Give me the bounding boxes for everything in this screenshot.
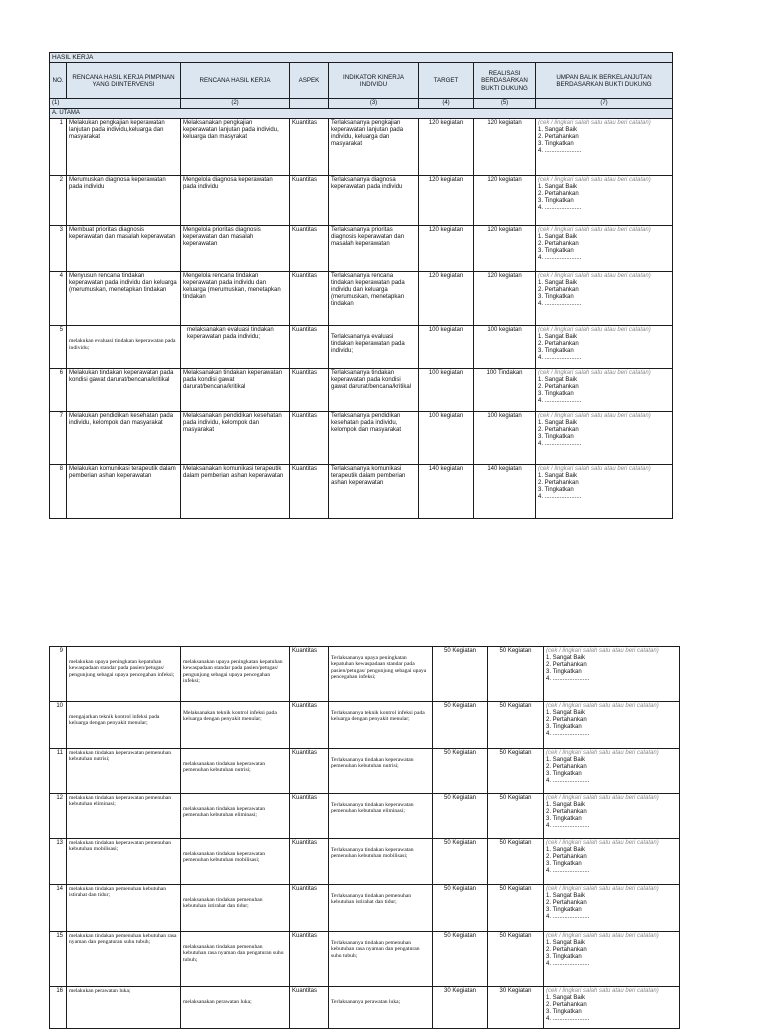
feedback-cell[interactable] xyxy=(536,226,673,272)
feedback-instruction: (cek / lingkari salah satu atau beri catatan) xyxy=(546,648,659,654)
table-row xyxy=(50,839,680,885)
row-indikator: Terlaksananya tindakan keperawatan pemenuhan kebutuhan nutrisi; xyxy=(329,749,433,794)
row-aspek: Kuantitas xyxy=(290,749,329,794)
header-umpan-balik: UMPAN BALIK BERKELANJUTAN BERDASARKAN BUKTI DUKUNG xyxy=(536,63,673,99)
feedback-option-pertahankan[interactable]: 2. Pertahankan xyxy=(546,716,587,723)
feedback-option-pertahankan[interactable]: 2. Pertahankan xyxy=(538,480,579,487)
table-row xyxy=(50,326,673,369)
table-row xyxy=(50,987,680,1029)
feedback-option-tingkatkan[interactable]: 3. Tingkatkan xyxy=(538,486,574,493)
row-realisasi: 50 Kegiatan xyxy=(488,839,544,885)
row-pimpinan: melakukan perawatan luka; xyxy=(67,987,181,1029)
feedback-option-catatan[interactable]: 4. ...................... xyxy=(538,354,582,361)
colnum-2: (2) xyxy=(181,99,290,109)
row-realisasi: 100 kegiatan xyxy=(474,412,536,465)
feedback-cell[interactable] xyxy=(544,794,680,839)
row-realisasi: 100 Tindakan xyxy=(474,369,536,412)
row-realisasi: 50 Kegiatan xyxy=(488,885,544,932)
feedback-cell[interactable] xyxy=(536,369,673,412)
row-pimpinan: melakukan tindakan keperawatan pemenuhan kebutuhan mobilisasi; xyxy=(67,839,181,885)
feedback-option-sangat-baik[interactable]: 1. Sangat Baik xyxy=(546,801,586,808)
feedback-option-sangat-baik[interactable]: 1. Sangat Baik xyxy=(546,939,586,946)
row-indikator: Terlaksananya pendidikan kesehatan pada individu, kelompok dan masyarakat xyxy=(329,412,419,465)
colnum-7: (7) xyxy=(536,99,673,109)
row-rencana: melaksanakan tindakan pemenuhan kebutuhan rasa nyaman dan pengaturan suhu tubuh; xyxy=(181,932,290,987)
row-rencana: Mengelola prioritas diagnosis keperawatan dan masalah keperawatan xyxy=(181,226,290,272)
feedback-option-tingkatkan[interactable]: 3. Tingkatkan xyxy=(546,723,582,730)
row-indikator: Terlaksananya tindakan keperawatan pada kondisi gawat darurat/bencana/kritikal xyxy=(329,369,419,412)
row-no: 12 xyxy=(50,794,67,839)
feedback-option-catatan[interactable]: 4. ...................... xyxy=(538,204,582,211)
feedback-option-catatan[interactable]: 4. ...................... xyxy=(546,913,590,920)
row-pimpinan: melakukan tindakan keperawatan pemenuhan kebutuhan nutrisi; xyxy=(67,749,181,794)
feedback-cell[interactable] xyxy=(536,465,673,519)
feedback-cell[interactable] xyxy=(536,326,673,369)
row-pimpinan: melakukan tindakan pemenuhan kebutuhan rasa nyaman dan pengaturan suhu tubuh; xyxy=(67,932,181,987)
feedback-option-tingkatkan[interactable]: 3. Tingkatkan xyxy=(538,197,574,204)
feedback-option-catatan[interactable]: 4. ...................... xyxy=(538,147,582,154)
feedback-option-pertahankan[interactable]: 2. Pertahankan xyxy=(538,191,579,198)
row-rencana: Melaksanakan teknik kontrol infeksi pada keluarga dengan penyakit menular; xyxy=(181,702,290,749)
row-realisasi: 100 kegiatan xyxy=(474,326,536,369)
feedback-option-sangat-baik[interactable]: 1. Sangat Baik xyxy=(546,756,586,763)
row-realisasi: 30 Kegiatan xyxy=(488,987,544,1029)
table-row xyxy=(50,176,673,226)
feedback-option-catatan[interactable]: 4. ...................... xyxy=(546,960,590,967)
row-indikator: Terlaksananya tindakan pemenuhan kebutuhan istirahat dan tidur; xyxy=(329,885,433,932)
feedback-option-tingkatkan[interactable]: 3. Tingkatkan xyxy=(546,1008,582,1015)
table-row xyxy=(50,794,680,839)
feedback-option-tingkatkan[interactable]: 3. Tingkatkan xyxy=(546,860,582,867)
row-target: 50 Kegiatan xyxy=(433,885,488,932)
feedback-cell[interactable] xyxy=(544,885,680,932)
row-target: 120 kegiatan xyxy=(419,226,474,272)
feedback-option-tingkatkan[interactable]: 3. Tingkatkan xyxy=(538,247,574,254)
row-target: 50 Kegiatan xyxy=(433,932,488,987)
row-target: 140 kegiatan xyxy=(419,465,474,519)
row-indikator: Terlaksananya perawatan luka; xyxy=(329,987,433,1029)
row-no: 8 xyxy=(50,465,67,519)
feedback-option-pertahankan[interactable]: 2. Pertahankan xyxy=(538,241,579,248)
row-pimpinan: Melakukan pengkajian keperawatan lanjutan pada individu,keluarga dan masyarakat xyxy=(67,119,181,176)
row-indikator: Terlaksananya tindakan keperawatan pemenuhan kebutuhan eliminasi; xyxy=(329,794,433,839)
row-indikator: Terlaksananya upaya peningkatan kepatuhan kewaspadaan standar pada pasien/petugas/ pengunjung sebagai upaya pencegahan infeksi; xyxy=(329,647,433,702)
row-pimpinan: Melakukan tindakan keperawatan pada kondisi gawat darurat/bencana/kritikal xyxy=(67,369,181,412)
feedback-option-tingkatkan[interactable]: 3. Tingkatkan xyxy=(538,390,574,397)
row-aspek: Kuantitas xyxy=(290,369,329,412)
feedback-option-tingkatkan[interactable]: 3. Tingkatkan xyxy=(546,906,582,913)
colnum-3: (3) xyxy=(329,99,419,109)
row-rencana: melaksanakan tindakan keperawatan pemenuhan kebutuhan mobilisasi; xyxy=(181,839,290,885)
table-row xyxy=(50,932,680,987)
row-target: 30 Kegiatan xyxy=(433,987,488,1029)
row-realisasi: 50 Kegiatan xyxy=(488,932,544,987)
row-target: 100 kegiatan xyxy=(419,369,474,412)
row-indikator: Terlaksananya komunikasi terapeutik dalam pemberian ashan keperawatan xyxy=(329,465,419,519)
row-rencana: melaksanakan evaluasi tindakan keperawatan pada individu; xyxy=(181,326,290,369)
row-pimpinan: Membuat prioritas diagnosis keperawatan dan masalah keperawatan xyxy=(67,226,181,272)
feedback-cell[interactable] xyxy=(544,839,680,885)
feedback-option-sangat-baik[interactable]: 1. Sangat Baik xyxy=(546,654,586,661)
row-aspek: Kuantitas xyxy=(290,702,329,749)
table-row xyxy=(50,702,680,749)
row-aspek: Kuantitas xyxy=(290,932,329,987)
feedback-option-catatan[interactable]: 4. ...................... xyxy=(538,397,582,404)
feedback-instruction: (cek / lingkari salah satu atau beri catatan) xyxy=(538,466,651,473)
feedback-option-tingkatkan[interactable]: 3. Tingkatkan xyxy=(546,668,582,675)
row-no: 3 xyxy=(50,226,67,272)
row-pimpinan: Melakukan pendidikan kesehatan pada individu, kelompok dan masyarakat xyxy=(67,412,181,465)
feedback-instruction: (cek / lingkari salah satu atau beri catatan) xyxy=(546,750,659,756)
feedback-cell[interactable] xyxy=(536,119,673,176)
feedback-option-tingkatkan[interactable]: 3. Tingkatkan xyxy=(538,293,574,300)
row-rencana: Mengelola diagnosa keperawatan pada individu xyxy=(181,176,290,226)
row-realisasi: 120 kegiatan xyxy=(474,176,536,226)
feedback-instruction: (cek / lingkari salah satu atau beri catatan) xyxy=(538,120,651,127)
colnum-empty xyxy=(290,99,329,109)
feedback-option-sangat-baik[interactable]: 1. Sangat Baik xyxy=(538,234,578,241)
row-target: 120 kegiatan xyxy=(419,119,474,176)
header-target: TARGET xyxy=(419,63,474,99)
header-no: NO. xyxy=(50,63,67,99)
feedback-cell[interactable] xyxy=(544,932,680,987)
row-rencana: melaksanakan tindakan keperawatan pemenuhan kebutuhan nutrisi; xyxy=(181,749,290,794)
feedback-option-sangat-baik[interactable]: 1. Sangat Baik xyxy=(546,892,586,899)
feedback-option-tingkatkan[interactable]: 3. Tingkatkan xyxy=(546,953,582,960)
row-rencana: melaksanakan perawatan luka; xyxy=(181,987,290,1029)
row-no: 2 xyxy=(50,176,67,226)
row-target: 50 Kegiatan xyxy=(433,749,488,794)
feedback-instruction: (cek / lingkari salah satu atau beri catatan) xyxy=(546,795,659,801)
row-rencana: melaksanakan tindakan pemenuhan kebutuhan istirahat dan tidur; xyxy=(181,885,290,932)
feedback-option-pertahankan[interactable]: 2. Pertahankan xyxy=(546,1001,587,1008)
row-realisasi: 120 kegiatan xyxy=(474,119,536,176)
row-realisasi: 50 Kegiatan xyxy=(488,647,544,702)
feedback-instruction: (cek / lingkari salah satu atau beri catatan) xyxy=(538,177,651,184)
feedback-cell[interactable] xyxy=(536,412,673,465)
feedback-option-tingkatkan[interactable]: 3. Tingkatkan xyxy=(538,140,574,147)
header-row xyxy=(50,63,673,99)
table-row xyxy=(50,119,673,176)
feedback-cell[interactable] xyxy=(544,987,680,1029)
row-pimpinan: melakukan evaluasi tindakan keperawatan pada individu; xyxy=(67,326,181,369)
row-pimpinan: Melakukan komunikasi terapeutik dalam pemberian ashan keperawatan xyxy=(67,465,181,519)
table-row xyxy=(50,412,673,465)
feedback-cell[interactable] xyxy=(544,749,680,794)
feedback-option-catatan[interactable]: 4. ...................... xyxy=(546,822,590,829)
row-target: 120 kegiatan xyxy=(419,176,474,226)
feedback-instruction: (cek / lingkari salah satu atau beri catatan) xyxy=(546,988,659,994)
row-pimpinan: Menyusun rencana tindakan keperawatan pada individu dan keluarga (merumuskan, menetapkan tindakan xyxy=(67,272,181,326)
row-pimpinan: mengajarkan teknik kontrol infeksi pada keluarga dengan penyakit menular; xyxy=(67,702,181,749)
feedback-option-pertahankan[interactable]: 2. Pertahankan xyxy=(538,134,579,141)
feedback-option-sangat-baik[interactable]: 1. Sangat Baik xyxy=(546,709,586,716)
colnum-4: (4) xyxy=(419,99,474,109)
colnum-1: (1) xyxy=(50,99,181,109)
feedback-option-tingkatkan[interactable]: 3. Tingkatkan xyxy=(538,433,574,440)
feedback-cell[interactable] xyxy=(536,176,673,226)
row-indikator: Terlaksananya evaluasi tindakan keperawatan pada individu; xyxy=(329,326,419,369)
row-no: 15 xyxy=(50,932,67,987)
row-rencana: melaksanakan upaya peningkatan kepatuhan kewaspadaan standar pada pasien/petugas/ pengunjung sebagai upaya pencegahan infeksi; xyxy=(181,647,290,702)
row-target: 50 Kegiatan xyxy=(433,794,488,839)
feedback-option-catatan[interactable]: 4. ...................... xyxy=(546,1015,590,1022)
feedback-option-tingkatkan[interactable]: 3. Tingkatkan xyxy=(546,770,582,777)
row-no: 5 xyxy=(50,326,67,369)
row-rencana: Mengelola rencana tindakan keperawatan pada individu dan keluarga (merumuskan, menetapkan tindakan xyxy=(181,272,290,326)
feedback-option-catatan[interactable]: 4. ...................... xyxy=(538,254,582,261)
row-no: 13 xyxy=(50,839,67,885)
row-target: 50 Kegiatan xyxy=(433,839,488,885)
row-target: 50 Kegiatan xyxy=(433,647,488,702)
feedback-option-pertahankan[interactable]: 2. Pertahankan xyxy=(538,384,579,391)
row-aspek: Kuantitas xyxy=(290,226,329,272)
feedback-option-tingkatkan[interactable]: 3. Tingkatkan xyxy=(538,347,574,354)
row-pimpinan: melakukan tindakan pemenuhan kebutuhan istirahat dan tidur; xyxy=(67,885,181,932)
row-aspek: Kuantitas xyxy=(290,647,329,702)
feedback-option-sangat-baik[interactable]: 1. Sangat Baik xyxy=(546,846,586,853)
row-indikator: Terlaksananya rencana tindakan keperawatan pada individu dan keluarga (merumuskan, menetapkan tindakan xyxy=(329,272,419,326)
feedback-option-sangat-baik[interactable]: 1. Sangat Baik xyxy=(538,184,578,191)
row-rencana: Melaksanakan tindakan keperawatan pada kondisi gawat darurat/bencana/kritikal xyxy=(181,369,290,412)
row-target: 100 kegiatan xyxy=(419,412,474,465)
feedback-instruction: (cek / lingkari salah satu atau beri catatan) xyxy=(538,273,651,280)
feedback-option-pertahankan[interactable]: 2. Pertahankan xyxy=(538,427,579,434)
feedback-option-sangat-baik[interactable]: 1. Sangat Baik xyxy=(546,994,586,1001)
row-aspek: Kuantitas xyxy=(290,412,329,465)
feedback-instruction: (cek / lingkari salah satu atau beri catatan) xyxy=(538,327,651,334)
row-realisasi: 50 Kegiatan xyxy=(488,749,544,794)
feedback-option-catatan[interactable]: 4. ...................... xyxy=(538,440,582,447)
row-aspek: Kuantitas xyxy=(290,794,329,839)
feedback-instruction: (cek / lingkari salah satu atau beri catatan) xyxy=(546,840,659,846)
feedback-option-pertahankan[interactable]: 2. Pertahankan xyxy=(546,853,587,860)
feedback-option-pertahankan[interactable]: 2. Pertahankan xyxy=(538,341,579,348)
row-rencana: Melaksanakan komunikasi terapeutik dalam pemberian ashan keperawatan xyxy=(181,465,290,519)
feedback-instruction: (cek / lingkari salah satu atau beri catatan) xyxy=(538,370,651,377)
feedback-option-sangat-baik[interactable]: 1. Sangat Baik xyxy=(538,280,578,287)
feedback-cell[interactable] xyxy=(544,647,680,702)
table-row xyxy=(50,226,673,272)
row-realisasi: 120 kegiatan xyxy=(474,272,536,326)
row-no: 16 xyxy=(50,987,67,1029)
header-rencana: RENCANA HASIL KERJA xyxy=(181,63,290,99)
colnum-5: (5) xyxy=(474,99,536,109)
feedback-instruction: (cek / lingkari salah satu atau beri catatan) xyxy=(538,413,651,420)
table-row xyxy=(50,272,673,326)
row-realisasi: 50 Kegiatan xyxy=(488,794,544,839)
performance-table-page-1 xyxy=(49,52,673,519)
row-indikator: Terlaksananya tindakan keperawatan pemenuhan kebutuhan mobilisasi; xyxy=(329,839,433,885)
row-no: 9 xyxy=(50,647,67,702)
row-rencana: Melaksanakan pendidikan kesehatan pada individu, kelompok dan masyarakat xyxy=(181,412,290,465)
row-aspek: Kuantitas xyxy=(290,839,329,885)
row-realisasi: 120 kegiatan xyxy=(474,226,536,272)
row-target: 100 kegiatan xyxy=(419,326,474,369)
feedback-instruction: (cek / lingkari salah satu atau beri catatan) xyxy=(546,933,659,939)
table-row xyxy=(50,749,680,794)
row-indikator: Terlaksananya tindakan pemenuhan kebutuhan rasa nyaman dan pengaturan suhu tubuh; xyxy=(329,932,433,987)
row-indikator: Terlaksananya teknik kontrol infeksi pada keluarga dengan penyakit menular; xyxy=(329,702,433,749)
header-rencana-pimpinan: RENCANA HASIL KERJA PIMPINAN YANG DIINTERVENSI xyxy=(67,63,181,99)
row-rencana: Melaksanakan pengkajian keperawatan lanjutan pada individu, keluarga dan masyrakat xyxy=(181,119,290,176)
row-no: 4 xyxy=(50,272,67,326)
row-no: 14 xyxy=(50,885,67,932)
feedback-instruction: (cek / lingkari salah satu atau beri catatan) xyxy=(538,227,651,234)
performance-table-page-2 xyxy=(49,646,680,1029)
feedback-option-sangat-baik[interactable]: 1. Sangat Baik xyxy=(538,377,578,384)
feedback-option-sangat-baik[interactable]: 1. Sangat Baik xyxy=(538,420,578,427)
row-target: 120 kegiatan xyxy=(419,272,474,326)
row-indikator: Terlaksananya pengkajian keperawatan lanjutan pada individu, keluarga dan masyarakat xyxy=(329,119,419,176)
row-no: 10 xyxy=(50,702,67,749)
row-aspek: Kuantitas xyxy=(290,272,329,326)
row-aspek: Kuantitas xyxy=(290,465,329,519)
feedback-option-catatan[interactable]: 4. ...................... xyxy=(538,300,582,307)
row-aspek: Kuantitas xyxy=(290,326,329,369)
row-indikator: Terlaksananya prioritas diagnosis keperawatan dan masalah keperawatan xyxy=(329,226,419,272)
row-aspek: Kuantitas xyxy=(290,119,329,176)
row-aspek: Kuantitas xyxy=(290,987,329,1029)
feedback-option-sangat-baik[interactable]: 1. Sangat Baik xyxy=(538,334,578,341)
row-pimpinan: melakukan upaya peningkatan kepatuhan kewaspadaan standar pada pasien/petugas/ pengunjung sebagai upaya pencegahan infeksi; xyxy=(67,647,181,702)
section-label: A. UTAMA xyxy=(50,109,673,119)
feedback-cell[interactable] xyxy=(544,702,680,749)
column-number-row xyxy=(50,99,673,109)
table-row xyxy=(50,647,680,702)
header-realisasi: REALISASI BERDASARKAN BUKTI DUKUNG xyxy=(474,63,536,99)
feedback-option-pertahankan[interactable]: 2. Pertahankan xyxy=(546,763,587,770)
row-aspek: Kuantitas xyxy=(290,885,329,932)
feedback-option-catatan[interactable]: 4. ...................... xyxy=(546,867,590,874)
feedback-instruction: (cek / lingkari salah satu atau beri catatan) xyxy=(546,703,659,709)
row-no: 7 xyxy=(50,412,67,465)
row-realisasi: 140 kegiatan xyxy=(474,465,536,519)
feedback-instruction: (cek / lingkari salah satu atau beri catatan) xyxy=(546,886,659,892)
header-aspek: ASPEK xyxy=(290,63,329,99)
row-realisasi: 50 Kegiatan xyxy=(488,702,544,749)
row-rencana: melaksanakan tindakan keperawatan pemenuhan kebutuhan eliminasi; xyxy=(181,794,290,839)
feedback-option-catatan[interactable]: 4. ...................... xyxy=(546,777,590,784)
feedback-cell[interactable] xyxy=(536,272,673,326)
feedback-option-catatan[interactable]: 4. ...................... xyxy=(538,493,582,500)
feedback-option-pertahankan[interactable]: 2. Pertahankan xyxy=(546,661,587,668)
row-pimpinan: melakukan tindakan keperawatan pemenuhan kebutuhan eliminasi; xyxy=(67,794,181,839)
section-title: HASIL KERJA xyxy=(50,53,673,63)
feedback-option-pertahankan[interactable]: 2. Pertahankan xyxy=(538,287,579,294)
header-indikator: INDIKATOR KINERJA INDIVIDU xyxy=(329,63,419,99)
table-row xyxy=(50,369,673,412)
feedback-option-sangat-baik[interactable]: 1. Sangat Baik xyxy=(538,473,578,480)
feedback-option-tingkatkan[interactable]: 3. Tingkatkan xyxy=(546,815,582,822)
row-aspek: Kuantitas xyxy=(290,176,329,226)
feedback-option-pertahankan[interactable]: 2. Pertahankan xyxy=(546,808,587,815)
feedback-option-pertahankan[interactable]: 2. Pertahankan xyxy=(546,946,587,953)
feedback-option-pertahankan[interactable]: 2. Pertahankan xyxy=(546,899,587,906)
feedback-option-sangat-baik[interactable]: 1. Sangat Baik xyxy=(538,127,578,134)
table-row xyxy=(50,465,673,519)
row-target: 50 Kegiatan xyxy=(433,702,488,749)
feedback-option-catatan[interactable]: 4. ...................... xyxy=(546,730,590,737)
row-pimpinan: Merumuskan diagnosa keperawatan pada individu xyxy=(67,176,181,226)
row-no: 6 xyxy=(50,369,67,412)
row-no: 1 xyxy=(50,119,67,176)
feedback-option-catatan[interactable]: 4. ...................... xyxy=(546,675,590,682)
row-indikator: Terlaksananya diagnosa keperawatan pada individu xyxy=(329,176,419,226)
table-row xyxy=(50,885,680,932)
row-no: 11 xyxy=(50,749,67,794)
